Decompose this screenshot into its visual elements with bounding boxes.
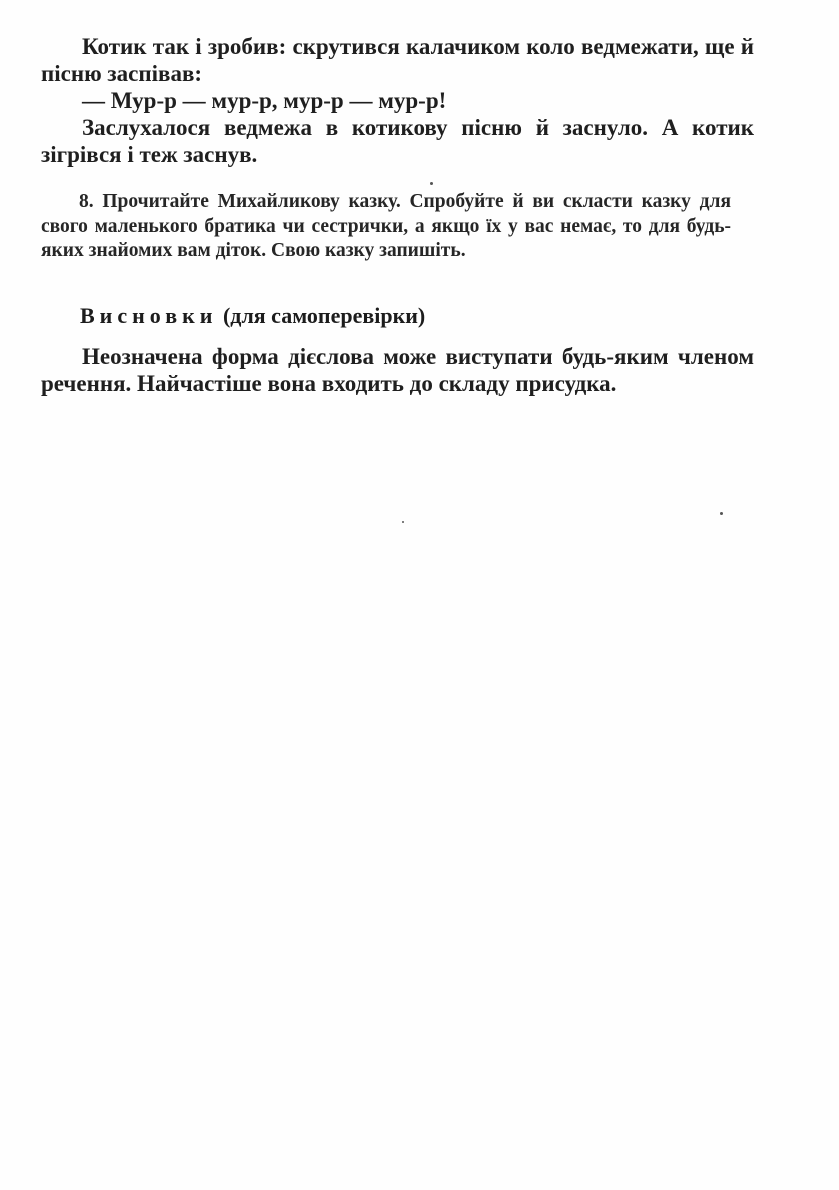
conclusions-heading bbox=[80, 302, 425, 330]
conclusions-title: Висновки bbox=[80, 303, 218, 328]
exercise-text: Прочитайте Михайликову казку. Спробуйте й ви скласти казку для свого маленького братика чи сестрички, а якщо їх у вас немає, то для будь-яких знайомих вам діток. Свою казку запишіть. bbox=[41, 191, 731, 261]
exercise-8 bbox=[41, 190, 731, 264]
scan-speck bbox=[402, 521, 404, 523]
conclusions-text: Неозначена форма дієслова може виступати будь-яким членом речення. Найчастіше вона входить до складу присудка. bbox=[41, 344, 754, 396]
conclusions-subtitle: (для самоперевірки) bbox=[222, 303, 426, 328]
story-text bbox=[41, 33, 754, 168]
story-song-line: — Мур-р — мур-р, мур-р — мур-р! bbox=[82, 88, 447, 113]
story-paragraph-2: Заслухалося ведмежа в котикову пісню й заснуло. А котик зігрівся і теж заснув. bbox=[41, 115, 754, 167]
exercise-number: 8. bbox=[79, 191, 94, 212]
story-paragraph-1: Котик так і зробив: скрутився калачиком коло ведмежати, ще й пісню заспівав: bbox=[41, 34, 754, 86]
scan-speck bbox=[430, 182, 433, 185]
scan-speck bbox=[720, 512, 723, 515]
